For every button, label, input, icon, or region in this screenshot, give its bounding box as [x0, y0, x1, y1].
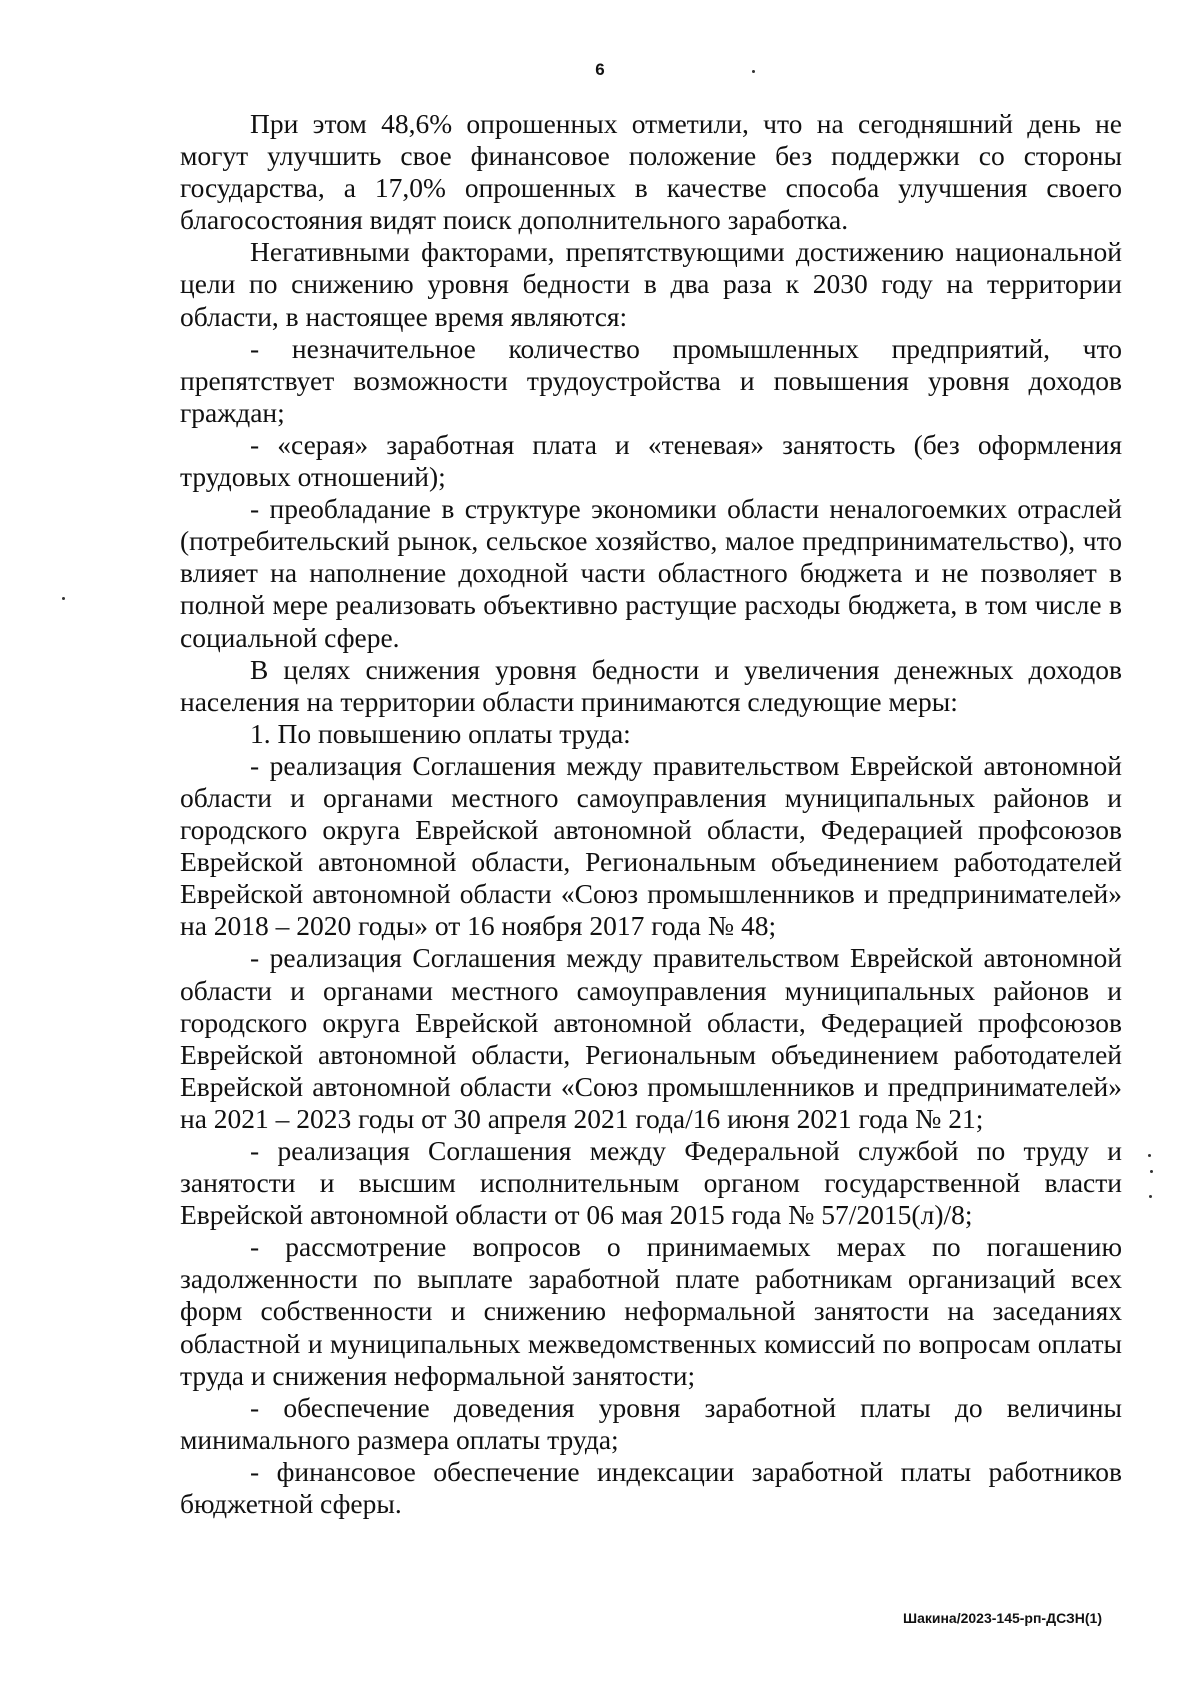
document-body	[180, 108, 1122, 1520]
paragraph-survey: При этом 48,6% опрошенных отметили, что на сегодняшний день не могут улучшить свое финансовое положение без поддержки со стороны государства, а 17,0% опрошенных в качестве способа улучшения своего благосостояния видят поиск дополнительного заработка.	[180, 108, 1122, 236]
list-item-minimum-wage: - обеспечение доведения уровня заработной платы до величины минимального размера оплаты труда;	[180, 1391, 1122, 1455]
scan-speck	[1149, 1195, 1152, 1198]
page-number: 6	[595, 60, 605, 79]
list-item-indexation: - финансовое обеспечение индексации заработной платы работников бюджетной сферы.	[180, 1455, 1122, 1520]
list-item-economy-structure: - преобладание в структуре экономики области неналогоемких отраслей (потребительский рынок, сельское хозяйство, малое предпринимательство), что влияет на наполнение доходной части областного бюджета и не позволяет в полной мере реализовать объективно растущие расходы бюджета, в том числе в социальной сфере.	[180, 493, 1122, 653]
scan-speck	[752, 70, 755, 73]
list-item-arrears-review: - рассмотрение вопросов о принимаемых мерах по погашению задолженности по выплате заработной плате работникам организаций всех форм собственности и снижению неформальной занятости на заседаниях областной и муниципальных межведомственных комиссий по вопросам оплаты труда и снижения неформальной занятости;	[180, 1231, 1122, 1391]
list-item-agreement-2018: - реализация Соглашения между правительством Еврейской автономной области и органами местного самоуправления муниципальных районов и городского округа Еврейской автономной области, Федерацией профсоюзов Еврейской автономной области, Региональным объединением работодателей Еврейской автономной области «Союз промышленников и предпринимателей» на 2018 – 2020 годы» от 16 ноября 2017 года № 48;	[180, 749, 1122, 942]
paragraph-negative-factors: Негативными факторами, препятствующими достижению национальной цели по снижению уровня бедности в два раза к 2030 году на территории области, в настоящее время являются:	[180, 236, 1122, 332]
scan-speck	[1148, 1154, 1151, 1157]
list-item-agreement-federal: - реализация Соглашения между Федеральной службой по труду и занятости и высшим исполнительным органом государственной власти Еврейской автономной области от 06 мая 2015 года № 57/2015(л)/8;	[180, 1135, 1122, 1231]
list-item-agreement-2021: - реализация Соглашения между правительством Еврейской автономной области и органами местного самоуправления муниципальных районов и городского округа Еврейской автономной области, Федерацией профсоюзов Еврейской автономной области, Региональным объединением работодателей Еврейской автономной области «Союз промышленников и предпринимателей» на 2021 – 2023 годы от 30 апреля 2021 года/16 июня 2021 года № 21;	[180, 942, 1122, 1134]
scan-speck	[62, 597, 65, 600]
paragraph-measures: В целях снижения уровня бедности и увеличения денежных доходов населения на территории области принимаются следующие меры:	[180, 653, 1122, 717]
document-code: Шакина/2023-145-рп-ДСЗН(1)	[903, 1610, 1102, 1626]
list-item-enterprises: - незначительное количество промышленных предприятий, что препятствует возможности трудоустройства и повышения уровня доходов граждан;	[180, 332, 1122, 428]
list-item-grey-wages: - «серая» заработная плата и «теневая» занятость (без оформления трудовых отношений);	[180, 428, 1122, 493]
scan-speck	[1150, 1170, 1153, 1173]
section-heading-wages: 1. По повышению оплаты труда:	[250, 717, 631, 749]
